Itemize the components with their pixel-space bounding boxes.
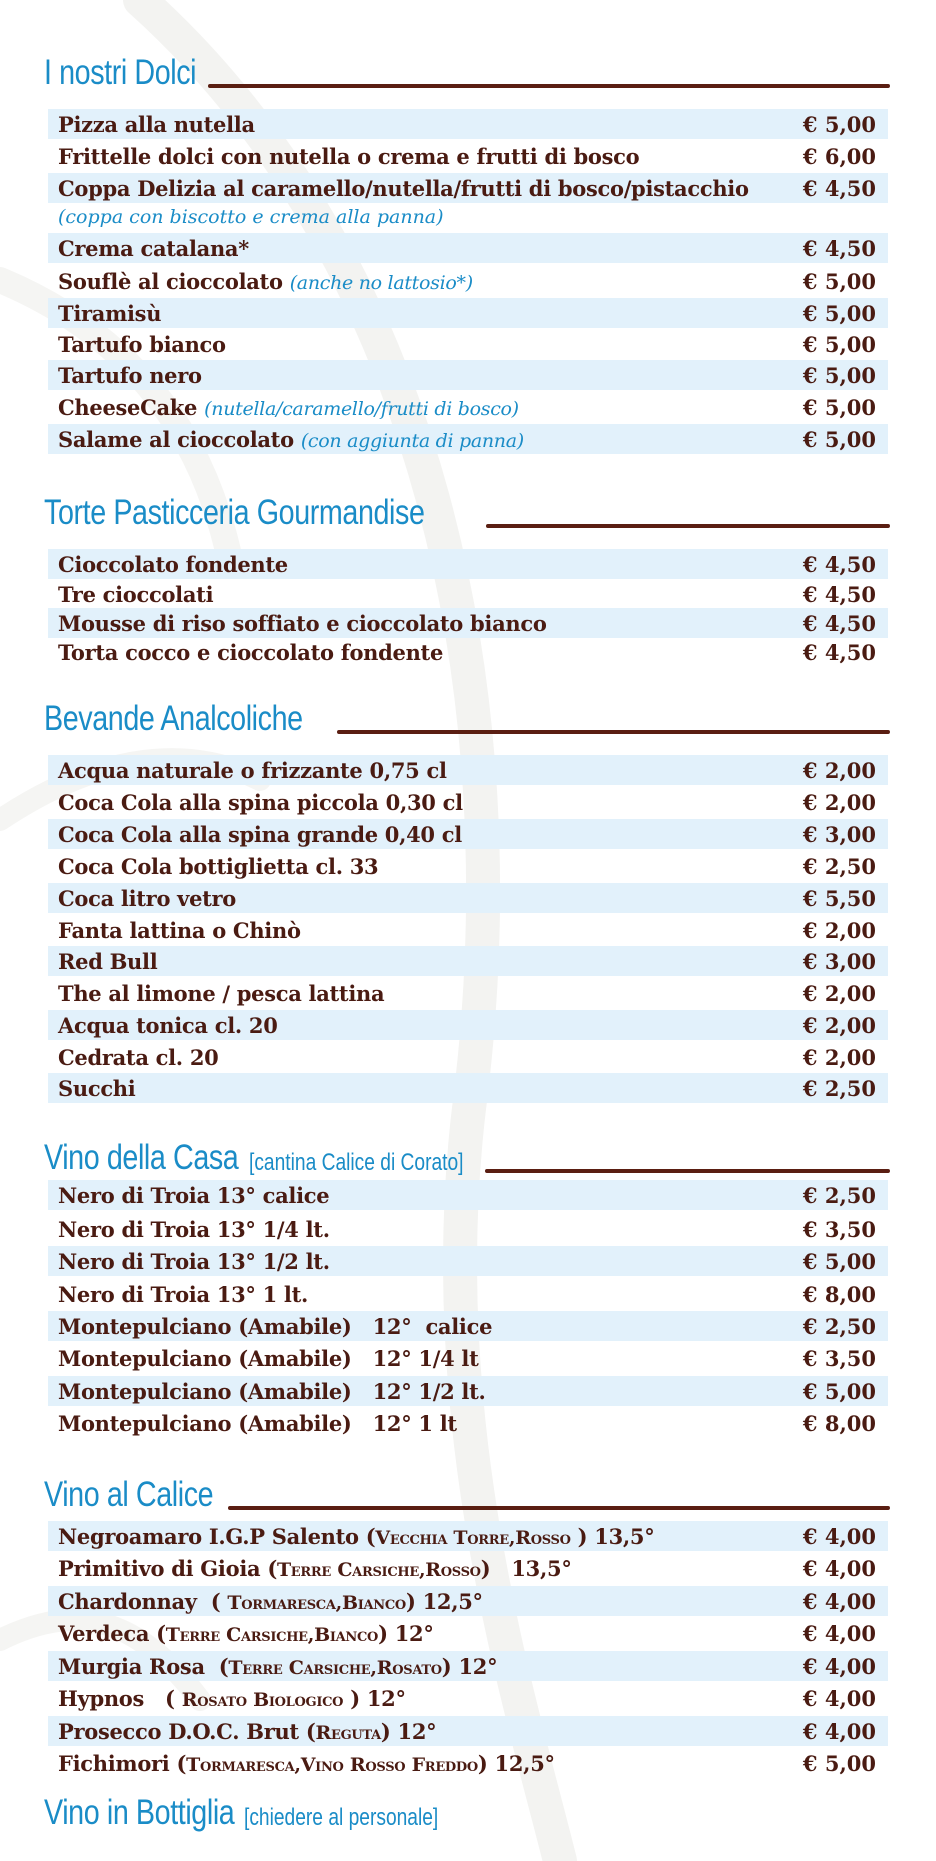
- menu-item: [48, 978, 888, 1008]
- item-price: € 8,00: [802, 1281, 876, 1307]
- item-name: Montepulciano (Amabile) 12° 1/2 lt.: [58, 1378, 486, 1404]
- menu-item: [48, 1042, 888, 1072]
- item-price: € 2,50: [802, 1182, 876, 1208]
- item-name: Murgia Rosa (Terre Carsiche,Rosato) 12°: [58, 1653, 498, 1679]
- menu-item: [48, 1180, 888, 1210]
- item-name: Montepulciano (Amabile) 12° 1 lt: [58, 1410, 457, 1436]
- menu-item: [48, 1683, 888, 1713]
- item-name: Fanta lattina o Chinò: [58, 917, 301, 943]
- item-name: Nero di Troia 13° 1 lt.: [58, 1281, 309, 1307]
- item-name: Souflè al cioccolato (anche no lattosio*): [58, 268, 473, 294]
- item-name: Hypnos ( Rosato Biologico ) 12°: [58, 1685, 406, 1711]
- menu-item: [48, 579, 888, 609]
- item-price: € 2,00: [802, 789, 876, 815]
- item-name: Cioccolato fondente: [58, 551, 288, 577]
- menu-item: [48, 329, 888, 359]
- menu-item: [48, 173, 888, 203]
- item-name: Frittelle dolci con nutella o crema e frutti di bosco: [58, 143, 640, 169]
- menu-item: [48, 266, 888, 296]
- producer: Terre Carsiche,Rosato: [228, 1656, 442, 1679]
- item-price: € 5,00: [802, 1378, 876, 1404]
- menu-item: [48, 1748, 888, 1778]
- item-name: Chardonnay ( Tormaresca,Bianco) 12,5°: [58, 1588, 483, 1614]
- item-name: Coca Cola alla spina piccola 0,30 cl: [58, 789, 463, 815]
- item-price: € 4,00: [802, 1685, 876, 1711]
- item-name: Montepulciano (Amabile) 12° 1/4 lt: [58, 1345, 479, 1371]
- section-divider: [208, 84, 890, 88]
- item-price: € 2,00: [802, 917, 876, 943]
- section-title: Vino in Bottiglia: [44, 1793, 235, 1832]
- section-title: Bevande Analcoliche: [44, 699, 303, 738]
- item-price: € 4,00: [802, 1718, 876, 1744]
- item-price: € 6,00: [802, 143, 876, 169]
- item-name: Montepulciano (Amabile) 12° calice: [58, 1313, 493, 1339]
- section-header-vino-calice: [44, 1472, 890, 1512]
- item-name: Cedrata cl. 20: [58, 1044, 219, 1070]
- item-subnote: (coppa con biscotto e crema alla panna): [58, 206, 444, 228]
- item-name: Crema catalana*: [58, 235, 249, 261]
- menu-item: [48, 915, 888, 945]
- menu-item: [48, 637, 888, 667]
- item-name: Coca litro vetro: [58, 885, 236, 911]
- menu-item: [48, 1521, 888, 1551]
- item-price: € 4,00: [802, 1555, 876, 1581]
- section-divider: [485, 1169, 890, 1173]
- item-price: € 3,50: [802, 1345, 876, 1371]
- menu-item: [48, 1376, 888, 1406]
- item-price: € 2,00: [802, 1012, 876, 1038]
- item-price: € 5,00: [802, 331, 876, 357]
- menu-item: [48, 360, 888, 390]
- menu-item: [48, 755, 888, 785]
- menu-item: [48, 141, 888, 171]
- section-header-dolci: [44, 50, 890, 90]
- producer: Reguta: [315, 1721, 381, 1744]
- item-name: Coca Cola alla spina grande 0,40 cl: [58, 821, 462, 847]
- menu-item: [48, 109, 888, 139]
- item-name: Torta cocco e cioccolato fondente: [58, 639, 443, 665]
- item-name: The al limone / pesca lattina: [58, 980, 385, 1006]
- menu-item: [48, 1214, 888, 1244]
- menu-item: [48, 1618, 888, 1648]
- item-price: € 5,00: [802, 394, 876, 420]
- menu-item: [48, 1343, 888, 1373]
- item-price: € 2,00: [802, 1044, 876, 1070]
- menu-item: [48, 1553, 888, 1583]
- item-price: € 4,50: [802, 235, 876, 261]
- item-name: Nero di Troia 13° 1/2 lt.: [58, 1248, 330, 1274]
- item-name: Tartufo bianco: [58, 331, 226, 357]
- menu-item: [48, 1246, 888, 1276]
- producer: Tormaresca,Vino Rosso Freddo: [186, 1753, 478, 1776]
- item-price: € 2,00: [802, 980, 876, 1006]
- menu-item: [48, 819, 888, 849]
- item-name: Pizza alla nutella: [58, 111, 255, 137]
- menu-item: [48, 233, 888, 263]
- producer: Rosato Biologico: [181, 1688, 344, 1711]
- item-price: € 5,00: [802, 1248, 876, 1274]
- item-note: (nutella/caramello/frutti di bosco): [204, 397, 519, 420]
- section-divider: [337, 730, 890, 734]
- item-name: Salame al cioccolato (con aggiunta di panna): [58, 426, 524, 452]
- item-name: Primitivo di Gioia (Terre Carsiche,Rosso) 13,5°: [58, 1555, 572, 1581]
- item-name: Red Bull: [58, 948, 158, 974]
- item-name: Prosecco D.O.C. Brut (Reguta) 12°: [58, 1718, 437, 1744]
- item-price: € 4,00: [802, 1523, 876, 1549]
- menu-item: [48, 1408, 888, 1438]
- section-title: I nostri Dolci: [44, 53, 197, 92]
- menu-item: [48, 1073, 888, 1103]
- item-price: € 5,00: [802, 362, 876, 388]
- item-name: Acqua tonica cl. 20: [58, 1012, 278, 1038]
- item-price: € 3,00: [802, 821, 876, 847]
- section-header-vino-casa: [44, 1135, 890, 1175]
- item-note: (anche no lattosio*): [289, 271, 473, 294]
- item-price: € 8,00: [802, 1410, 876, 1436]
- item-name: Mousse di riso soffiato e cioccolato bianco: [58, 610, 547, 636]
- menu-item: [48, 851, 888, 881]
- item-name: Succhi: [58, 1075, 136, 1101]
- item-price: € 2,50: [802, 1313, 876, 1339]
- menu-item: [48, 608, 888, 638]
- item-price: € 3,50: [802, 1216, 876, 1242]
- item-name: Nero di Troia 13° calice: [58, 1182, 330, 1208]
- item-name: Tiramisù: [58, 300, 162, 326]
- item-name: CheeseCake (nutella/caramello/frutti di bosco): [58, 394, 519, 420]
- menu-item: [48, 1716, 888, 1746]
- section-header-bevande: [44, 696, 890, 736]
- item-note: (con aggiunta di panna): [300, 429, 524, 452]
- item-price: € 2,00: [802, 757, 876, 783]
- section-divider: [486, 524, 890, 528]
- menu-item: [48, 1651, 888, 1681]
- section-header-torte: [44, 490, 890, 530]
- item-price: € 4,00: [802, 1588, 876, 1614]
- item-price: € 5,00: [802, 300, 876, 326]
- menu-item: [48, 883, 888, 913]
- item-price: € 5,50: [802, 885, 876, 911]
- section-subtitle: [cantina Calice di Corato]: [249, 1149, 464, 1176]
- item-name: Negroamaro I.G.P Salento (Vecchia Torre,Rosso ) 13,5°: [58, 1523, 655, 1549]
- menu-item: [48, 392, 888, 422]
- item-price: € 4,00: [802, 1620, 876, 1646]
- menu-item: [48, 946, 888, 976]
- producer: Tormaresca,Bianco: [227, 1591, 406, 1614]
- menu-item: [48, 549, 888, 579]
- item-price: € 3,00: [802, 948, 876, 974]
- item-price: € 5,00: [802, 426, 876, 452]
- item-name: Tartufo nero: [58, 362, 202, 388]
- item-price: € 5,00: [802, 1750, 876, 1776]
- item-price: € 2,50: [802, 1075, 876, 1101]
- item-price: € 4,50: [802, 551, 876, 577]
- section-divider: [228, 1506, 890, 1510]
- item-name: Acqua naturale o frizzante 0,75 cl: [58, 757, 447, 783]
- menu-item: [48, 298, 888, 328]
- menu-item: [48, 1010, 888, 1040]
- item-price: € 4,50: [802, 639, 876, 665]
- section-title: Torte Pasticceria Gourmandise: [44, 493, 425, 532]
- item-name: Coppa Delizia al caramello/nutella/frutti di bosco/pistacchio: [58, 175, 749, 201]
- section-title: Vino della Casa: [44, 1138, 239, 1177]
- section-title: Vino al Calice: [44, 1475, 214, 1514]
- section-subtitle: [chiedere al personale]: [244, 1804, 439, 1831]
- producer: Terre Carsiche,Rosso: [276, 1558, 481, 1581]
- item-price: € 5,00: [802, 268, 876, 294]
- item-name: Coca Cola bottiglietta cl. 33: [58, 853, 379, 879]
- item-price: € 4,50: [802, 175, 876, 201]
- producer: Terre Carsiche,Bianco: [165, 1623, 379, 1646]
- item-name: Verdeca (Terre Carsiche,Bianco) 12°: [58, 1620, 434, 1646]
- item-name: Tre cioccolati: [58, 581, 214, 607]
- section-header-vino-bottiglia: [44, 1790, 890, 1830]
- item-name: Fichimori (Tormaresca,Vino Rosso Freddo) 12,5°: [58, 1750, 555, 1776]
- menu-item: [48, 1311, 888, 1341]
- menu-item: [48, 787, 888, 817]
- producer: Vecchia Torre,Rosso: [375, 1526, 571, 1549]
- menu-item: [48, 1279, 888, 1309]
- item-price: € 5,00: [802, 111, 876, 137]
- menu-item: [48, 424, 888, 454]
- item-name: Nero di Troia 13° 1/4 lt.: [58, 1216, 330, 1242]
- menu-item: [48, 1586, 888, 1616]
- item-price: € 4,50: [802, 581, 876, 607]
- item-price: € 4,00: [802, 1653, 876, 1679]
- item-price: € 2,50: [802, 853, 876, 879]
- item-price: € 4,50: [802, 610, 876, 636]
